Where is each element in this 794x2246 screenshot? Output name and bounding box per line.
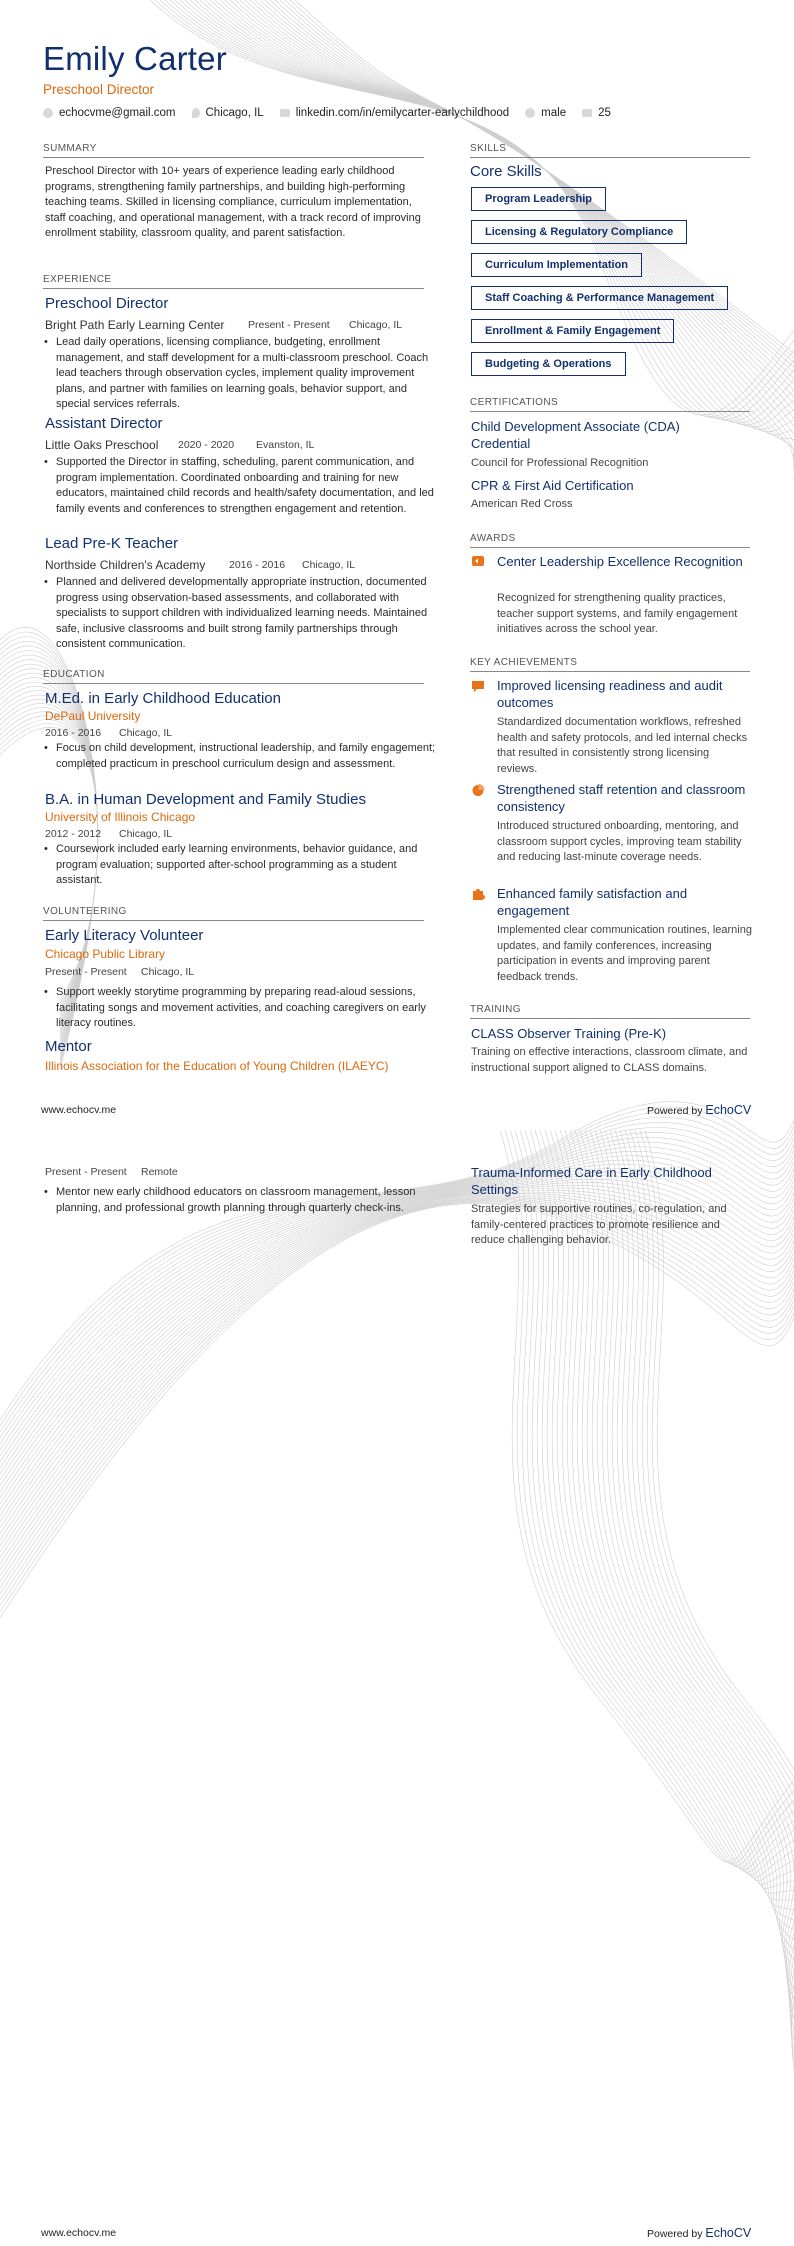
footer-brand[interactable]: EchoCV bbox=[705, 2226, 752, 2240]
footer-powered bbox=[647, 1103, 751, 1117]
candidate-name: Emily Carter bbox=[43, 40, 227, 77]
experience-bullet: • Supported the Director in staffing, scheduling, parent communication, and program implementation. Coordinated onboarding and training for new educators, maintained child records and health/safety documentation, and led family events and conferences to strengthen engagement and retention. bbox=[43, 455, 438, 517]
experience-role: Lead Pre-K Teacher bbox=[45, 535, 179, 552]
education-dates: 2016 - 2016 bbox=[45, 727, 102, 739]
summary-heading: SUMMARY bbox=[43, 143, 97, 154]
volunteering-bullet: • Support weekly storytime programming by preparing read-aloud sessions, facilitating songs and movement activities, and coaching caregivers on early literacy routines. bbox=[43, 985, 438, 1032]
skill-chip: Licensing & Regulatory Compliance bbox=[471, 220, 687, 244]
education-school: University of Illinois Chicago bbox=[45, 810, 196, 824]
person-icon bbox=[525, 108, 535, 118]
education-degree: B.A. in Human Development and Family Studies bbox=[45, 791, 366, 808]
certification-issuer: Council for Professional Recognition bbox=[471, 457, 649, 469]
skill-chip: Program Leadership bbox=[471, 187, 606, 211]
training-title: Trauma-Informed Care in Early Childhood Settings bbox=[471, 1165, 712, 1197]
skill-chip: Enrollment & Family Engagement bbox=[471, 319, 674, 343]
education-bullet: • Coursework included early learning environments, behavior guidance, and program evaluation; supported after-school programming as a student assistant. bbox=[43, 842, 438, 889]
achievement-desc: Standardized documentation workflows, refreshed health and safety protocols, and led internal checks that resulted in consistently strong licensing reviews. bbox=[497, 716, 748, 775]
puzzle-icon bbox=[471, 887, 485, 901]
footer-powered-label: Powered by bbox=[647, 1105, 703, 1117]
experience-divider bbox=[43, 288, 424, 289]
education-heading: EDUCATION bbox=[43, 669, 105, 680]
footer-powered bbox=[647, 2226, 751, 2240]
education-dates: 2012 - 2012 bbox=[45, 828, 102, 840]
pie-chart-icon bbox=[471, 783, 485, 797]
volunteering-org: Illinois Association for the Education of Young Children (ILAEYC) bbox=[45, 1059, 389, 1073]
volunteering-org: Chicago Public Library bbox=[45, 947, 166, 961]
experience-location: Chicago, IL bbox=[349, 319, 403, 331]
training-heading: TRAINING bbox=[470, 1004, 521, 1015]
awards-heading: AWARDS bbox=[470, 533, 516, 544]
education-divider bbox=[43, 683, 424, 684]
volunteering-location: Chicago, IL bbox=[141, 966, 195, 978]
contact-bar bbox=[43, 107, 611, 119]
training-desc: Training on effective interactions, classroom climate, and instructional support aligned to CLASS domains. bbox=[471, 1046, 748, 1074]
achievement-title: Enhanced family satisfaction and engagement bbox=[497, 886, 688, 918]
volunteering-dates: Present - Present bbox=[45, 966, 127, 978]
link-icon bbox=[280, 109, 290, 117]
education-degree: M.Ed. in Early Childhood Education bbox=[45, 690, 281, 707]
awards-divider bbox=[470, 547, 750, 548]
skills-heading: SKILLS bbox=[470, 143, 507, 154]
education-location: Chicago, IL bbox=[119, 727, 173, 739]
training-desc: Strategies for supportive routines, co-regulation, and family-centered practices to promote resilience and reduce challenging behavior. bbox=[471, 1203, 727, 1246]
achievement-desc: Implemented clear communication routines, learning updates, and family conferences, increasing participation in events and improving parent feedback trends. bbox=[497, 924, 752, 983]
contact-location: Chicago, IL bbox=[205, 107, 264, 119]
skills-divider bbox=[470, 157, 750, 158]
training-divider bbox=[470, 1018, 750, 1019]
achievement-title: Strengthened staff retention and classroom consistency bbox=[497, 782, 746, 814]
training-title: CLASS Observer Training (Pre-K) bbox=[471, 1026, 667, 1041]
location-icon bbox=[192, 108, 200, 118]
volunteering-dates: Present - Present bbox=[45, 1166, 127, 1178]
volunteering-divider bbox=[43, 920, 424, 921]
skill-chip: Curriculum Implementation bbox=[471, 253, 642, 277]
achievement-desc: Introduced structured onboarding, mentoring, and classroom support cycles, improving team stability and reducing last-minute coverage needs. bbox=[497, 820, 742, 863]
award-icon bbox=[471, 555, 485, 569]
candidate-title: Preschool Director bbox=[43, 82, 155, 97]
skill-chip: Budgeting & Operations bbox=[471, 352, 626, 376]
email-icon bbox=[43, 108, 53, 118]
calendar-icon bbox=[582, 109, 592, 117]
contact-age: 25 bbox=[598, 107, 611, 119]
achievements-heading: KEY ACHIEVEMENTS bbox=[470, 657, 578, 668]
award-title: Center Leadership Excellence Recognition bbox=[497, 554, 743, 569]
education-bullet: • Focus on child development, instructional leadership, and family engagement; completed practicum in preschool curriculum design and assessment. bbox=[43, 741, 438, 772]
footer-site[interactable]: www.echocv.me bbox=[41, 1104, 117, 1116]
contact-gender: male bbox=[541, 107, 567, 119]
achievements-divider bbox=[470, 671, 750, 672]
experience-org: Little Oaks Preschool bbox=[45, 438, 159, 452]
experience-dates: Present - Present bbox=[248, 319, 330, 331]
core-skills-heading: Core Skills bbox=[470, 163, 542, 180]
summary-text: Preschool Director with 10+ years of experience leading early childhood programs, strengthening family partnerships, and building high-performing teaching teams. Skilled in licensing compliance, curriculum implementation, staff coaching, and operational management, with a track record of improving enrollment stability, classroom quality, and parent satisfaction. bbox=[45, 165, 421, 239]
volunteering-role: Mentor bbox=[45, 1038, 92, 1055]
experience-org: Northside Children's Academy bbox=[45, 558, 206, 572]
volunteering-location: Remote bbox=[141, 1166, 178, 1178]
experience-heading: EXPERIENCE bbox=[43, 274, 112, 285]
footer-brand[interactable]: EchoCV bbox=[705, 1103, 752, 1117]
experience-dates: 2016 - 2016 bbox=[229, 559, 286, 571]
volunteering-bullet: • Mentor new early childhood educators on classroom management, lesson planning, and professional growth planning through quarterly check-ins. bbox=[43, 1185, 438, 1216]
experience-role: Preschool Director bbox=[45, 295, 169, 312]
experience-bullet: • Planned and delivered developmentally appropriate instruction, documented progress using observation-based assessments, and collaborated with specialists to support children with individualized learning needs. Maintained safe, inclusive classrooms and built strong family partnerships through consistent communication. bbox=[43, 575, 438, 653]
chat-icon bbox=[471, 679, 485, 693]
experience-dates: 2020 - 2020 bbox=[178, 439, 235, 451]
experience-bullet: • Lead daily operations, licensing compliance, budgeting, enrollment management, and staff development for a multi-classroom preschool. Coach lead teachers through observation cycles, implement quality improvement plans, and partner with families on learning goals, behavior support, and special services referrals. bbox=[43, 335, 438, 413]
experience-location: Evanston, IL bbox=[256, 439, 315, 451]
certification-title: CPR & First Aid Certification bbox=[471, 478, 634, 493]
experience-role: Assistant Director bbox=[45, 415, 163, 432]
education-location: Chicago, IL bbox=[119, 828, 173, 840]
certification-title: Child Development Associate (CDA) Credential bbox=[471, 419, 680, 451]
contact-linkedin[interactable]: linkedin.com/in/emilycarter-earlychildhood bbox=[295, 107, 510, 119]
experience-location: Chicago, IL bbox=[302, 559, 356, 571]
footer-powered-label: Powered by bbox=[647, 2228, 703, 2240]
footer-site[interactable]: www.echocv.me bbox=[41, 2227, 117, 2239]
award-desc: Recognized for strengthening quality practices, teacher support systems, and family engagement initiatives across the school year. bbox=[497, 592, 738, 635]
education-school: DePaul University bbox=[45, 709, 141, 723]
certification-issuer: American Red Cross bbox=[471, 498, 573, 510]
skill-chip: Staff Coaching & Performance Management bbox=[471, 286, 728, 310]
certifications-divider bbox=[470, 411, 750, 412]
achievement-title: Improved licensing readiness and audit outcomes bbox=[497, 678, 723, 710]
volunteering-heading: VOLUNTEERING bbox=[43, 906, 127, 917]
summary-divider bbox=[43, 157, 424, 158]
experience-org: Bright Path Early Learning Center bbox=[45, 318, 225, 332]
volunteering-role: Early Literacy Volunteer bbox=[45, 927, 204, 944]
contact-email[interactable]: echocvme@gmail.com bbox=[59, 107, 176, 119]
certifications-heading: CERTIFICATIONS bbox=[470, 397, 559, 408]
